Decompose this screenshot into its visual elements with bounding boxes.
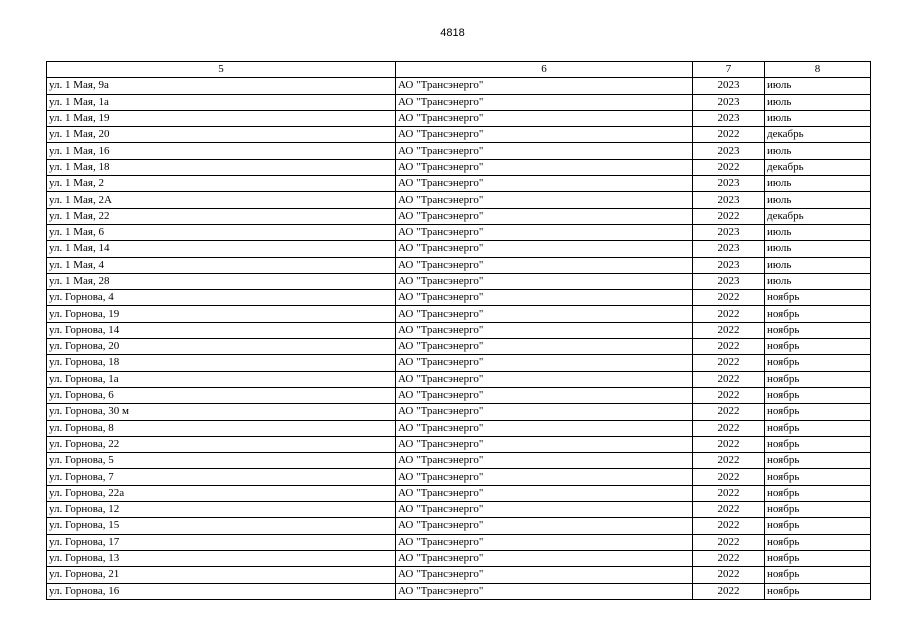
year-cell: 2022 (693, 322, 765, 338)
organization-cell: АО "Трансэнерго" (396, 290, 693, 306)
address-cell: ул. 1 Мая, 6 (47, 224, 396, 240)
month-cell: июль (765, 273, 871, 289)
year-cell: 2022 (693, 485, 765, 501)
month-cell: ноябрь (765, 306, 871, 322)
year-cell: 2023 (693, 241, 765, 257)
year-cell: 2022 (693, 127, 765, 143)
year-cell: 2023 (693, 78, 765, 94)
table-row (47, 339, 871, 355)
table-row (47, 355, 871, 371)
address-cell: ул. Горнова, 4 (47, 290, 396, 306)
month-cell: ноябрь (765, 453, 871, 469)
month-cell: ноябрь (765, 290, 871, 306)
table-row (47, 78, 871, 94)
month-cell: ноябрь (765, 322, 871, 338)
year-cell: 2022 (693, 436, 765, 452)
organization-cell: АО "Трансэнерго" (396, 127, 693, 143)
table-row (47, 453, 871, 469)
address-cell: ул. Горнова, 22 (47, 436, 396, 452)
month-cell: ноябрь (765, 485, 871, 501)
year-cell: 2022 (693, 420, 765, 436)
table-row (47, 420, 871, 436)
table-row (47, 404, 871, 420)
data-table (46, 61, 871, 600)
organization-cell: АО "Трансэнерго" (396, 371, 693, 387)
month-cell: июль (765, 78, 871, 94)
address-cell: ул. Горнова, 18 (47, 355, 396, 371)
table-row (47, 534, 871, 550)
year-cell: 2022 (693, 583, 765, 599)
year-cell: 2022 (693, 567, 765, 583)
year-cell: 2023 (693, 143, 765, 159)
table-row (47, 485, 871, 501)
year-cell: 2022 (693, 159, 765, 175)
address-cell: ул. Горнова, 14 (47, 322, 396, 338)
organization-cell: АО "Трансэнерго" (396, 192, 693, 208)
table-row (47, 583, 871, 599)
table-body (47, 78, 871, 600)
address-cell: ул. 1 Мая, 16 (47, 143, 396, 159)
table-row (47, 371, 871, 387)
organization-cell: АО "Трансэнерго" (396, 485, 693, 501)
table-row (47, 567, 871, 583)
table-row (47, 127, 871, 143)
year-cell: 2022 (693, 502, 765, 518)
month-cell: декабрь (765, 208, 871, 224)
year-cell: 2022 (693, 550, 765, 566)
organization-cell: АО "Трансэнерго" (396, 436, 693, 452)
address-cell: ул. 1 Мая, 20 (47, 127, 396, 143)
year-cell: 2022 (693, 469, 765, 485)
table-row (47, 502, 871, 518)
table-row (47, 241, 871, 257)
month-cell: декабрь (765, 159, 871, 175)
table-row (47, 322, 871, 338)
page-number: 4818 (440, 27, 465, 39)
organization-cell: АО "Трансэнерго" (396, 583, 693, 599)
organization-cell: АО "Трансэнерго" (396, 273, 693, 289)
year-cell: 2022 (693, 339, 765, 355)
column-header-7: 7 (693, 62, 765, 78)
month-cell: ноябрь (765, 550, 871, 566)
year-cell: 2022 (693, 290, 765, 306)
address-cell: ул. Горнова, 30 м (47, 404, 396, 420)
organization-cell: АО "Трансэнерго" (396, 518, 693, 534)
organization-cell: АО "Трансэнерго" (396, 208, 693, 224)
address-cell: ул. Горнова, 13 (47, 550, 396, 566)
address-cell: ул. 1 Мая, 28 (47, 273, 396, 289)
table-row (47, 176, 871, 192)
address-cell: ул. 1 Мая, 19 (47, 110, 396, 126)
table-row (47, 192, 871, 208)
year-cell: 2022 (693, 404, 765, 420)
year-cell: 2022 (693, 371, 765, 387)
address-cell: ул. Горнова, 16 (47, 583, 396, 599)
year-cell: 2022 (693, 453, 765, 469)
month-cell: ноябрь (765, 420, 871, 436)
month-cell: июль (765, 257, 871, 273)
month-cell: июль (765, 241, 871, 257)
address-cell: ул. Горнова, 12 (47, 502, 396, 518)
address-cell: ул. 1 Мая, 9а (47, 78, 396, 94)
year-cell: 2022 (693, 518, 765, 534)
month-cell: ноябрь (765, 534, 871, 550)
table-row (47, 273, 871, 289)
table-row (47, 257, 871, 273)
organization-cell: АО "Трансэнерго" (396, 257, 693, 273)
table-row (47, 224, 871, 240)
year-cell: 2022 (693, 306, 765, 322)
organization-cell: АО "Трансэнерго" (396, 567, 693, 583)
year-cell: 2023 (693, 94, 765, 110)
table-row (47, 436, 871, 452)
month-cell: июль (765, 143, 871, 159)
address-cell: ул. 1 Мая, 2 (47, 176, 396, 192)
address-cell: ул. 1 Мая, 14 (47, 241, 396, 257)
column-header-6: 6 (396, 62, 693, 78)
address-cell: ул. 1 Мая, 4 (47, 257, 396, 273)
organization-cell: АО "Трансэнерго" (396, 306, 693, 322)
year-cell: 2023 (693, 110, 765, 126)
address-cell: ул. Горнова, 1а (47, 371, 396, 387)
table-row (47, 110, 871, 126)
table-row (47, 550, 871, 566)
year-cell: 2022 (693, 355, 765, 371)
month-cell: ноябрь (765, 469, 871, 485)
year-cell: 2022 (693, 208, 765, 224)
month-cell: июль (765, 110, 871, 126)
address-cell: ул. Горнова, 19 (47, 306, 396, 322)
month-cell: декабрь (765, 127, 871, 143)
column-header-8: 8 (765, 62, 871, 78)
address-cell: ул. Горнова, 7 (47, 469, 396, 485)
organization-cell: АО "Трансэнерго" (396, 110, 693, 126)
month-cell: ноябрь (765, 355, 871, 371)
month-cell: ноябрь (765, 518, 871, 534)
month-cell: июль (765, 176, 871, 192)
year-cell: 2023 (693, 176, 765, 192)
month-cell: июль (765, 94, 871, 110)
address-cell: ул. Горнова, 8 (47, 420, 396, 436)
organization-cell: АО "Трансэнерго" (396, 94, 693, 110)
address-cell: ул. 1 Мая, 18 (47, 159, 396, 175)
organization-cell: АО "Трансэнерго" (396, 534, 693, 550)
address-cell: ул. Горнова, 5 (47, 453, 396, 469)
organization-cell: АО "Трансэнерго" (396, 78, 693, 94)
table-row (47, 290, 871, 306)
address-cell: ул. Горнова, 17 (47, 534, 396, 550)
organization-cell: АО "Трансэнерго" (396, 224, 693, 240)
year-cell: 2022 (693, 387, 765, 403)
month-cell: ноябрь (765, 387, 871, 403)
organization-cell: АО "Трансэнерго" (396, 159, 693, 175)
table-row (47, 469, 871, 485)
organization-cell: АО "Трансэнерго" (396, 453, 693, 469)
table-row (47, 143, 871, 159)
year-cell: 2022 (693, 534, 765, 550)
organization-cell: АО "Трансэнерго" (396, 241, 693, 257)
table-row (47, 94, 871, 110)
organization-cell: АО "Трансэнерго" (396, 322, 693, 338)
month-cell: ноябрь (765, 502, 871, 518)
table-row (47, 518, 871, 534)
year-cell: 2023 (693, 224, 765, 240)
organization-cell: АО "Трансэнерго" (396, 404, 693, 420)
month-cell: ноябрь (765, 567, 871, 583)
address-cell: ул. Горнова, 22а (47, 485, 396, 501)
month-cell: июль (765, 192, 871, 208)
address-cell: ул. 1 Мая, 2А (47, 192, 396, 208)
address-cell: ул. Горнова, 21 (47, 567, 396, 583)
year-cell: 2023 (693, 192, 765, 208)
column-header-5: 5 (47, 62, 396, 78)
year-cell: 2023 (693, 273, 765, 289)
month-cell: ноябрь (765, 436, 871, 452)
address-cell: ул. 1 Мая, 22 (47, 208, 396, 224)
organization-cell: АО "Трансэнерго" (396, 420, 693, 436)
month-cell: июль (765, 224, 871, 240)
month-cell: ноябрь (765, 583, 871, 599)
organization-cell: АО "Трансэнерго" (396, 176, 693, 192)
organization-cell: АО "Трансэнерго" (396, 469, 693, 485)
address-cell: ул. Горнова, 20 (47, 339, 396, 355)
address-cell: ул. 1 Мая, 1а (47, 94, 396, 110)
organization-cell: АО "Трансэнерго" (396, 355, 693, 371)
table-row (47, 387, 871, 403)
organization-cell: АО "Трансэнерго" (396, 502, 693, 518)
organization-cell: АО "Трансэнерго" (396, 143, 693, 159)
year-cell: 2023 (693, 257, 765, 273)
organization-cell: АО "Трансэнерго" (396, 339, 693, 355)
table-row (47, 306, 871, 322)
header-row (47, 62, 871, 78)
month-cell: ноябрь (765, 371, 871, 387)
month-cell: ноябрь (765, 339, 871, 355)
address-cell: ул. Горнова, 15 (47, 518, 396, 534)
table-row (47, 159, 871, 175)
organization-cell: АО "Трансэнерго" (396, 550, 693, 566)
address-cell: ул. Горнова, 6 (47, 387, 396, 403)
organization-cell: АО "Трансэнерго" (396, 387, 693, 403)
table-row (47, 208, 871, 224)
month-cell: ноябрь (765, 404, 871, 420)
